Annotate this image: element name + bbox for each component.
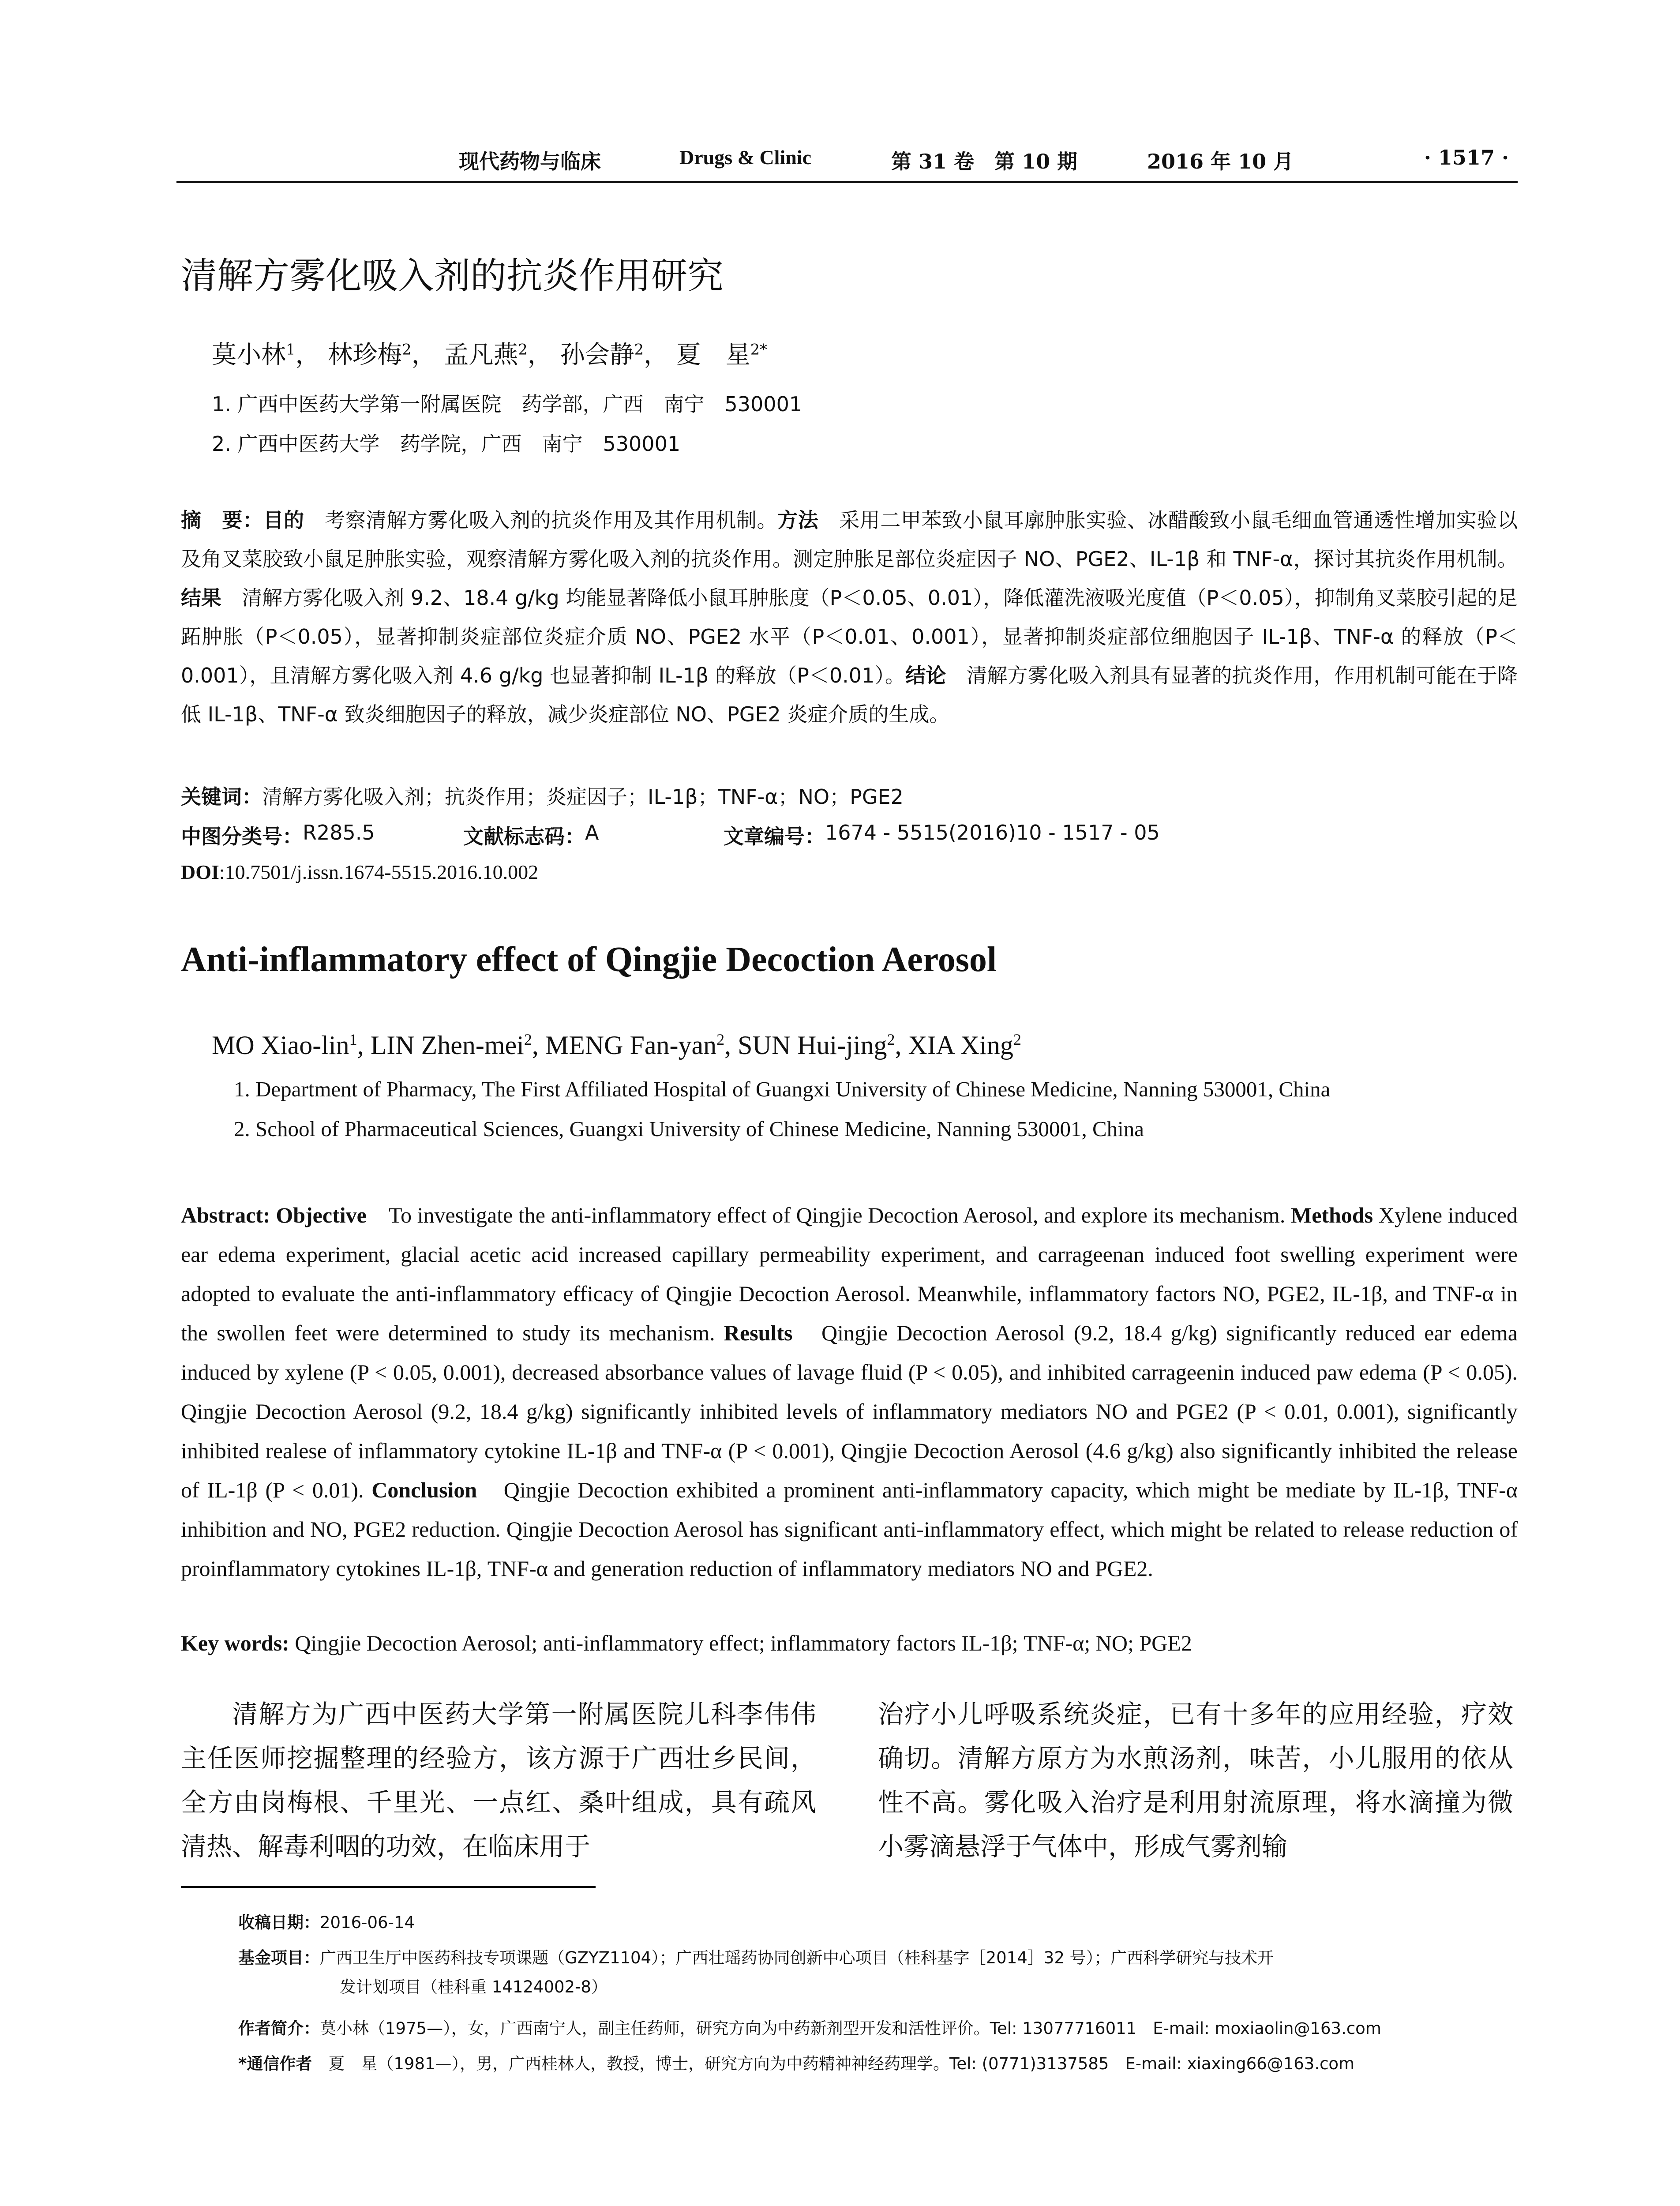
page-number: · 1517 · [1424,146,1509,169]
affiliation-zh-1: 1. 广西中医药大学第一附属医院 药学部，广西 南宁 530001 [212,392,802,416]
footnote-divider [181,1886,596,1888]
author-name: MO Xiao-lin [212,1031,349,1060]
abstract-label: 摘 要： [181,508,263,532]
clc-label: 中图分类号： [181,825,303,848]
keywords-text: 清解方雾化吸入剂；抗炎作用；炎症因子；IL-1β；TNF-α；NO；PGE2 [262,785,904,809]
results-label: 结果 [181,586,222,610]
author-affil-mark: 2 [634,341,644,358]
clc-block [181,821,375,850]
abstract-label: Abstract: [181,1203,270,1227]
methods-text: 采用二甲苯致小鼠耳廓肿胀实验、冰醋酸致小鼠毛细血管通透性增加实验以及角叉菜胶致小鼠足肿胀实验，观察清解方雾化吸入剂的抗炎作用。测定肿胀足部位炎症因子 NO、PGE2、IL-1β 和 TNF-α，探讨其抗炎作用机制。 [181,508,1518,571]
footnote-funding [238,1943,1518,2002]
body-column-left: 清解方为广西中医药大学第一附属医院儿科李伟伟主任医师挖掘整理的经验方，该方源于广西壮乡民间，全方由岗梅根、千里光、一点红、桑叶组成，具有疏风清热、解毒利咽的功效，在临床用于 [181,1699,816,1861]
author-affil-mark: 2* [750,341,767,358]
doi-line [181,860,538,884]
results-label: Results [724,1321,793,1345]
results-text: 清解方雾化吸入剂 9.2、18.4 g/kg 均能显著降低小鼠耳肿胀度（P＜0.05、0.01），降低灌洗液吸光度值（P＜0.05），抑制角叉菜胶引起的足跖肿胀（P＜0.05），显著抑制炎症部位炎症介质 NO、PGE2 水平（P＜0.01、0.001），显著抑制炎症部位细胞因子 IL-1β、TNF-α 的释放（P＜0.001），且清解方雾化吸入剂 4.6 g/kg 也显著抑制 IL-1β 的释放（P＜0.01）。 [181,586,1518,687]
doc-code-value: A [585,821,599,844]
author-affil-mark: 2 [1013,1031,1021,1048]
received-label: 收稿日期： [238,1913,320,1932]
abstract-zh [181,501,1518,734]
conclusion-text: Qingjie Decoction exhibited a prominent anti-inflammatory capacity, which might be mediate by IL-1β, TNF-α inhibition and NO, PGE2 reduction. Qingjie Decoction Aerosol has significant anti-inflammatory effect, which might be related to release reduction of proinflammatory cytokines IL-1β, TNF-α and generation reduction of inflammatory mediators NO and PGE2. [181,1478,1518,1581]
volume-issue: 第 31 卷 第 10 期 [891,150,1078,173]
author-affil-mark: 1 [349,1031,357,1048]
article-no-label: 文章编号： [724,825,825,848]
footnote-corresponding [238,2049,1518,2078]
objective-text: To investigate the anti-inflammatory effect of Qingjie Decoction Aerosol, and explore its mechanism. [366,1203,1286,1227]
author-affil-mark: 2 [524,1031,532,1048]
doi-value: :10.7501/j.issn.1674-5515.2016.10.002 [219,861,539,883]
affiliation-zh-2: 2. 广西中医药大学 药学院，广西 南宁 530001 [212,432,681,456]
methods-text: Xylene induced ear edema experiment, glacial acetic acid increased capillary permeability experiment, and carrageenan induced foot swelling experiment were adopted to evaluate the anti-inflammatory efficacy of Qingjie Decoction Aerosol. Meanwhile, inflammatory factors NO, PGE2, IL-1β, and TNF-α in the swollen feet were determined to study its mechanism. [181,1203,1518,1345]
objective-text: 考察清解方雾化吸入剂的抗炎作用及其作用机制。 [304,508,778,532]
keywords-label: Key words: [181,1631,289,1655]
author-name: 林珍梅 [328,341,402,369]
article-no-block [724,821,1160,850]
doc-code-label: 文献标志码： [463,825,585,848]
author-affil-mark: 2 [518,341,528,358]
journal-name-en: Drugs & Clinic [679,146,811,169]
footnote-received [238,1908,1518,1937]
received-date: 2016-06-14 [320,1913,415,1932]
keywords-label: 关键词： [181,785,262,809]
author-name: 孙会静 [560,341,634,369]
journal-name-zh: 现代药物与临床 [459,150,601,173]
author-name: MENG Fan-yan [545,1031,717,1060]
author-name: 夏 星 [676,341,750,369]
doc-code-block [463,821,599,850]
article-title-en: Anti-inflammatory effect of Qingjie Decoction Aerosol [181,940,997,979]
author-affil-mark: 2 [402,341,412,358]
conclusion-label: Conclusion [371,1478,477,1502]
keywords-en [181,1630,1518,1656]
fund-text-2: 发计划项目（桂科重 14124002-8） [340,1977,608,1996]
corresponding-label: *通信作者 [238,2054,312,2073]
author-name: LIN Zhen-mei [370,1031,524,1060]
article-title-zh: 清解方雾化吸入剂的抗炎作用研究 [181,255,724,297]
author-name: 孟凡燕 [444,341,518,369]
footnote-author-bio [238,2014,1518,2043]
corresponding-text: 夏 星（1981—），男，广西桂林人，教授，博士，研究方向为中药精神神经药理学。Tel: (0771)3137585 E-mail: xiaxing66@163.com [312,2054,1355,2073]
author-bio-text: 莫小林（1975—），女，广西南宁人，副主任药师，研究方向为中药新剂型开发和活性评价。Tel: 13077716011 E-mail: moxiaolin@163.com [320,2019,1381,2038]
author-bio-label: 作者简介： [238,2019,320,2038]
objective-label: 目的 [263,508,304,532]
methods-label: Methods [1291,1203,1373,1227]
affiliation-en-2: 2. School of Pharmaceutical Sciences, Guangxi University of Chinese Medicine, Nanning 530001, China [234,1117,1144,1141]
fund-text-1: 广西卫生厅中医药科技专项课题（GZYZ1104）；广西壮瑶药协同创新中心项目（桂科基字［2014］32 号）；广西科学研究与技术开 [320,1948,1274,1967]
authors-zh: 莫小林$^1$， 林珍梅$^2$， 孟凡燕$^2$， 孙会静$^2$， 夏 星$^{2*}$ [212,341,767,369]
author-affil-mark: 2 [716,1031,725,1048]
methods-label: 方法 [777,508,819,532]
author-affil-mark: 1 [286,341,296,358]
conclusion-text: 清解方雾化吸入剂具有显著的抗炎作用，作用机制可能在于降低 IL-1β、TNF-α 致炎细胞因子的释放，减少炎症部位 NO、PGE2 炎症介质的生成。 [181,664,1518,726]
objective-label: Objective [276,1203,367,1227]
running-header [176,141,1518,183]
abstract-en [181,1196,1518,1588]
issue-date: 2016 年 10 月 [1147,150,1294,173]
authors-en: MO Xiao-lin$^1$, LIN Zhen-mei$^2$, MENG Fan-yan$^2$, SUN Hui-jing$^2$, XIA Xing$^2$ [212,1031,1021,1060]
doi-label: DOI [181,861,219,883]
author-affil-mark: 2 [887,1031,895,1048]
results-text: Qingjie Decoction Aerosol (9.2, 18.4 g/kg) significantly reduced ear edema induced by xylene (P < 0.05, 0.001), decreased absorbance values of lavage fluid (P < 0.05), and inhibited carrageenin induced paw edema (P < 0.05). Qingjie Decoction Aerosol (9.2, 18.4 g/kg) significantly inhibited levels of inflammatory mediators NO and PGE2 (P < 0.01, 0.001), significantly inhibited realese of inflammatory cytokine IL-1β and TNF-α (P < 0.001), Qingjie Decoction Aerosol (4.6 g/kg) also significantly inhibited the release of IL-1β (P < 0.01). [181,1321,1518,1502]
author-name: XIA Xing [908,1031,1013,1060]
fund-label: 基金项目： [238,1948,320,1967]
clc-value: R285.5 [303,821,375,844]
body-column-right: 治疗小儿呼吸系统炎症，已有十多年的应用经验，疗效确切。清解方原方为水煎汤剂，味苦，小儿服用的依从性不高。雾化吸入治疗是利用射流原理，将水滴撞为微小雾滴悬浮于气体中，形成气雾剂输 [878,1699,1513,1861]
author-name: 莫小林 [212,341,286,369]
author-name: SUN Hui-jing [738,1031,887,1060]
keywords-text: Qingjie Decoction Aerosol; anti-inflammatory effect; inflammatory factors IL-1β; TNF-α; NO; PGE2 [289,1631,1192,1655]
article-no-value: 1674 - 5515(2016)10 - 1517 - 05 [825,821,1160,844]
conclusion-label: 结论 [905,664,946,687]
affiliation-en-1: 1. Department of Pharmacy, The First Affiliated Hospital of Guangxi University of Chinese Medicine, Nanning 530001, China [234,1077,1331,1101]
keywords-zh [181,781,904,810]
